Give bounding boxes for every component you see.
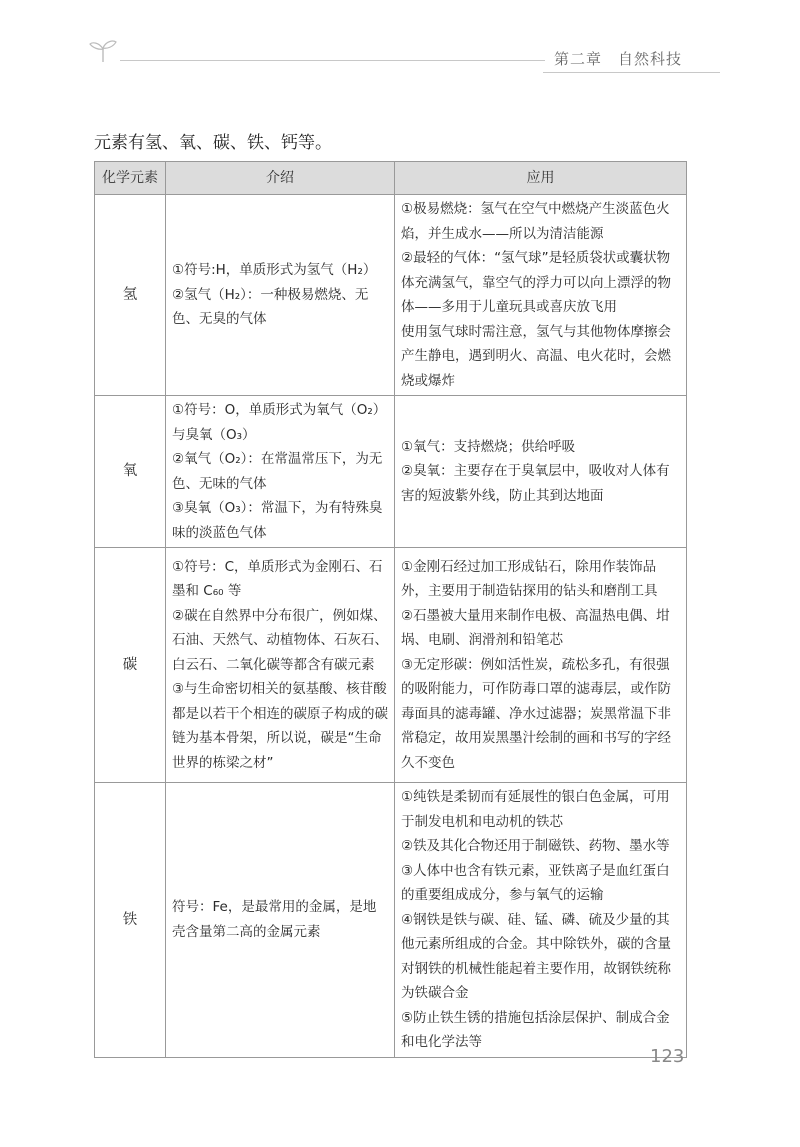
intro-line: ②氧气（O₂）：在常温常压下，为无色、无味的气体 xyxy=(172,451,383,492)
intro-cell xyxy=(166,548,395,783)
application-line: ③无定形碳：例如活性炭，疏松多孔，有很强的吸附能力，可作防毒口罩的滤毒层，或作防毒面具的滤毒罐、净水过滤器；炭黑常温下非常稳定，故用炭黑墨汁绘制的画和书写的字经久不变色 xyxy=(401,656,671,771)
intro-line: ②氢气（H₂）：一种极易燃烧、无色、无臭的气体 xyxy=(172,286,369,328)
element-cell: 铁 xyxy=(95,783,166,1058)
col-header-application: 应用 xyxy=(395,162,687,195)
table-header-row xyxy=(95,162,687,195)
application-line: ①纯铁是柔韧而有延展性的银白色金属，可用于制发电机和电动机的铁芯 xyxy=(401,789,670,830)
intro-cell xyxy=(166,396,395,548)
application-line: ②臭氧：主要存在于臭氧层中，吸收对人体有害的短波紫外线，防止其到达地面 xyxy=(401,463,670,504)
element-cell: 氢 xyxy=(95,195,166,396)
intro-line: ③臭氧（O₃）：常温下，为有特殊臭味的淡蓝色气体 xyxy=(172,500,383,541)
col-header-element: 化学元素 xyxy=(95,162,166,195)
intro-line: ②碳在自然界中分布很广，例如煤、石油、天然气、动植物体、石灰石、白云石、二氧化碳等都含有碳元素 xyxy=(172,607,388,673)
chapter-heading xyxy=(554,48,698,69)
intro-line: ①符号：O，单质形式为氧气（O₂）与臭氧（O₃） xyxy=(172,402,387,443)
application-line: ②最轻的气体：“氢气球”是轻质袋状或囊状物体充满氢气，靠空气的浮力可以向上漂浮的物体——多用于儿童玩具或喜庆放飞用 xyxy=(401,250,671,315)
sprout-icon xyxy=(88,38,118,64)
intro-line: 符号：Fe，是最常用的金属，是地壳含量第二高的金属元素 xyxy=(172,899,377,940)
chapter-title: 自然科技 xyxy=(618,50,683,68)
application-line: ⑤防止铁生锈的措施包括涂层保护、制成合金和电化学法等 xyxy=(401,1009,670,1050)
table-row xyxy=(95,195,687,396)
intro-cell xyxy=(166,783,395,1058)
application-line: ②石墨被大量用来制作电极、高温热电偶、坩埚、电刷、润滑剂和铅笔芯 xyxy=(401,607,670,649)
intro-line: ①符号：C，单质形式为金刚石、石墨和 C₆₀ 等 xyxy=(172,558,383,600)
application-line: ④钢铁是铁与碳、硅、锰、磷、硫及少量的其他元素所组成的合金。其中除铁外，碳的含量对钢铁的机械性能起着主要作用，故钢铁统称为铁碳合金 xyxy=(401,911,671,1001)
header-rule-right xyxy=(543,72,720,73)
application-line: 使用氢气球时需注意，氢气与其他物体摩擦会产生静电，遇到明火、高温、电火花时，会燃烧或爆炸 xyxy=(401,323,671,389)
element-cell: 碳 xyxy=(95,548,166,783)
application-line: ③人体中也含有铁元素，亚铁离子是血红蛋白的重要组成成分，参与氧气的运输 xyxy=(401,862,670,903)
application-line: ①氧气：支持燃烧；供给呼吸 xyxy=(401,438,576,455)
table-row xyxy=(95,783,687,1058)
application-line: ②铁及其化合物还用于制磁铁、药物、墨水等 xyxy=(401,838,670,854)
intro-line: ①符号:H，单质形式为氢气（H₂） xyxy=(172,262,377,279)
elements-table xyxy=(94,161,687,1058)
header-rule xyxy=(120,60,545,61)
chapter-number: 第二章 xyxy=(554,50,603,68)
application-line: ①极易燃烧：氢气在空气中燃烧产生淡蓝色火焰，并生成水——所以为清洁能源 xyxy=(401,201,670,242)
application-cell xyxy=(395,783,687,1058)
intro-line: ③与生命密切相关的氨基酸、核苷酸都是以若干个相连的碳原子构成的碳链为基本骨架，所以说，碳是“生命世界的栋梁之材” xyxy=(172,681,388,771)
application-cell xyxy=(395,548,687,783)
intro-cell xyxy=(166,195,395,396)
application-line: ①金刚石经过加工形成钻石，除用作装饰品外，主要用于制造钻探用的钻头和磨削工具 xyxy=(401,558,658,600)
element-cell: 氧 xyxy=(95,396,166,548)
table-row xyxy=(95,548,687,783)
intro-text: 元素有氢、氧、碳、铁、钙等。 xyxy=(94,133,332,153)
application-cell xyxy=(395,396,687,548)
page-number: 123 xyxy=(650,1046,685,1067)
table-row xyxy=(95,396,687,548)
application-cell xyxy=(395,195,687,396)
col-header-intro: 介绍 xyxy=(166,162,395,195)
